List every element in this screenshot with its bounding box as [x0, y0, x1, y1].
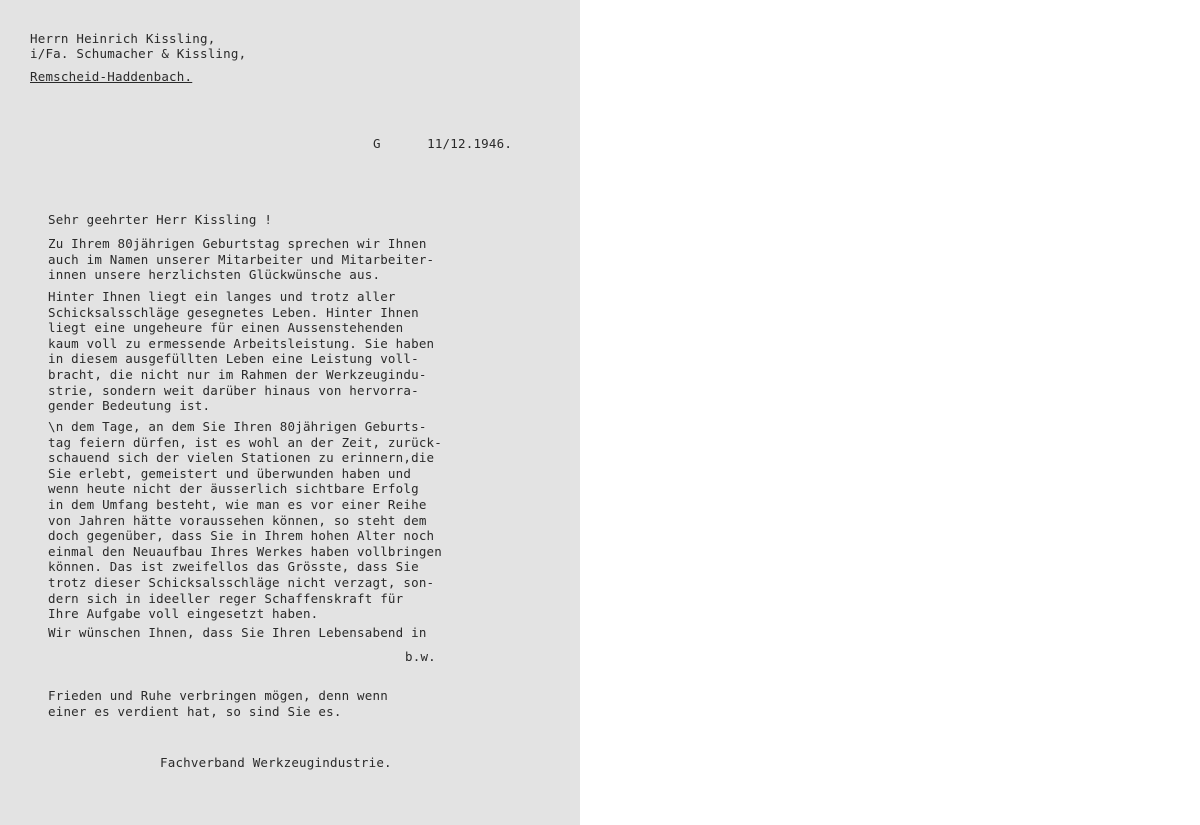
recipient-name: Herrn Heinrich Kissling,: [30, 31, 216, 46]
letter-page: [0, 0, 580, 825]
reference-mark: G: [373, 136, 381, 151]
paragraph-congratulations: Zu Ihrem 80jährigen Geburtstag sprechen wir Ihnen auch im Namen unserer Mitarbeiter und Mitarbeiter- innen unsere herzlichsten Glückwünsche aus.: [48, 236, 435, 283]
letter-date: 11/12.1946.: [427, 136, 513, 151]
paragraph-life-achievement: Hinter Ihnen liegt ein langes und trotz aller Schicksalsschläge gesegnetes Leben. Hinter Ihnen liegt eine ungeheure für einen Aussenstehenden kaum voll zu ermessende Arbeitsleistung. Sie haben in diesem ausgefüllten Leben eine Leistung voll- bracht, die nicht nur im Rahmen der Werkzeugindu- strie, sondern weit darüber hinaus von hervorra- gender Bedeutung ist.: [48, 289, 435, 414]
salutation: Sehr geehrter Herr Kissling !: [48, 212, 273, 227]
reference-date-line: [373, 136, 512, 151]
paragraph-wishes-end: Frieden und Ruhe verbringen mögen, denn wenn einer es verdient hat, so sind Sie es.: [48, 688, 388, 719]
paragraph-reflection: \n dem Tage, an dem Sie Ihren 80jährigen Geburts- tag feiern dürfen, ist es wohl an der Zeit, zurück- schauend sich der vielen Stationen zu erinnern,die Sie erlebt, gemeistert und überwunden haben und wenn heute nicht der äusserlich sichtbare Erfolg in dem Umfang besteht, wie man es vor einer Reihe von Jahren hätte voraussehen können, so steht dem doch gegenüber, dass Sie in Ihrem hohen Alter noch einmal den Neuaufbau Ihres Werkes haben vollbringen können. Das ist zweifellos das Grösste, dass Sie trotz dieser Schicksalsschläge nicht verzagt, son- dern sich in ideeller reger Schaffenskraft für Ihre Aufgabe voll eingesetzt haben.: [48, 419, 443, 622]
paragraph-wishes-start: Wir wünschen Ihnen, dass Sie Ihren Lebensabend in: [48, 625, 427, 640]
signature: Fachverband Werkzeugindustrie.: [160, 755, 392, 770]
recipient-city: Remscheid-Haddenbach.: [30, 69, 193, 84]
continuation-mark: b.w.: [405, 649, 436, 664]
recipient-company: i/Fa. Schumacher & Kissling,: [30, 46, 247, 61]
